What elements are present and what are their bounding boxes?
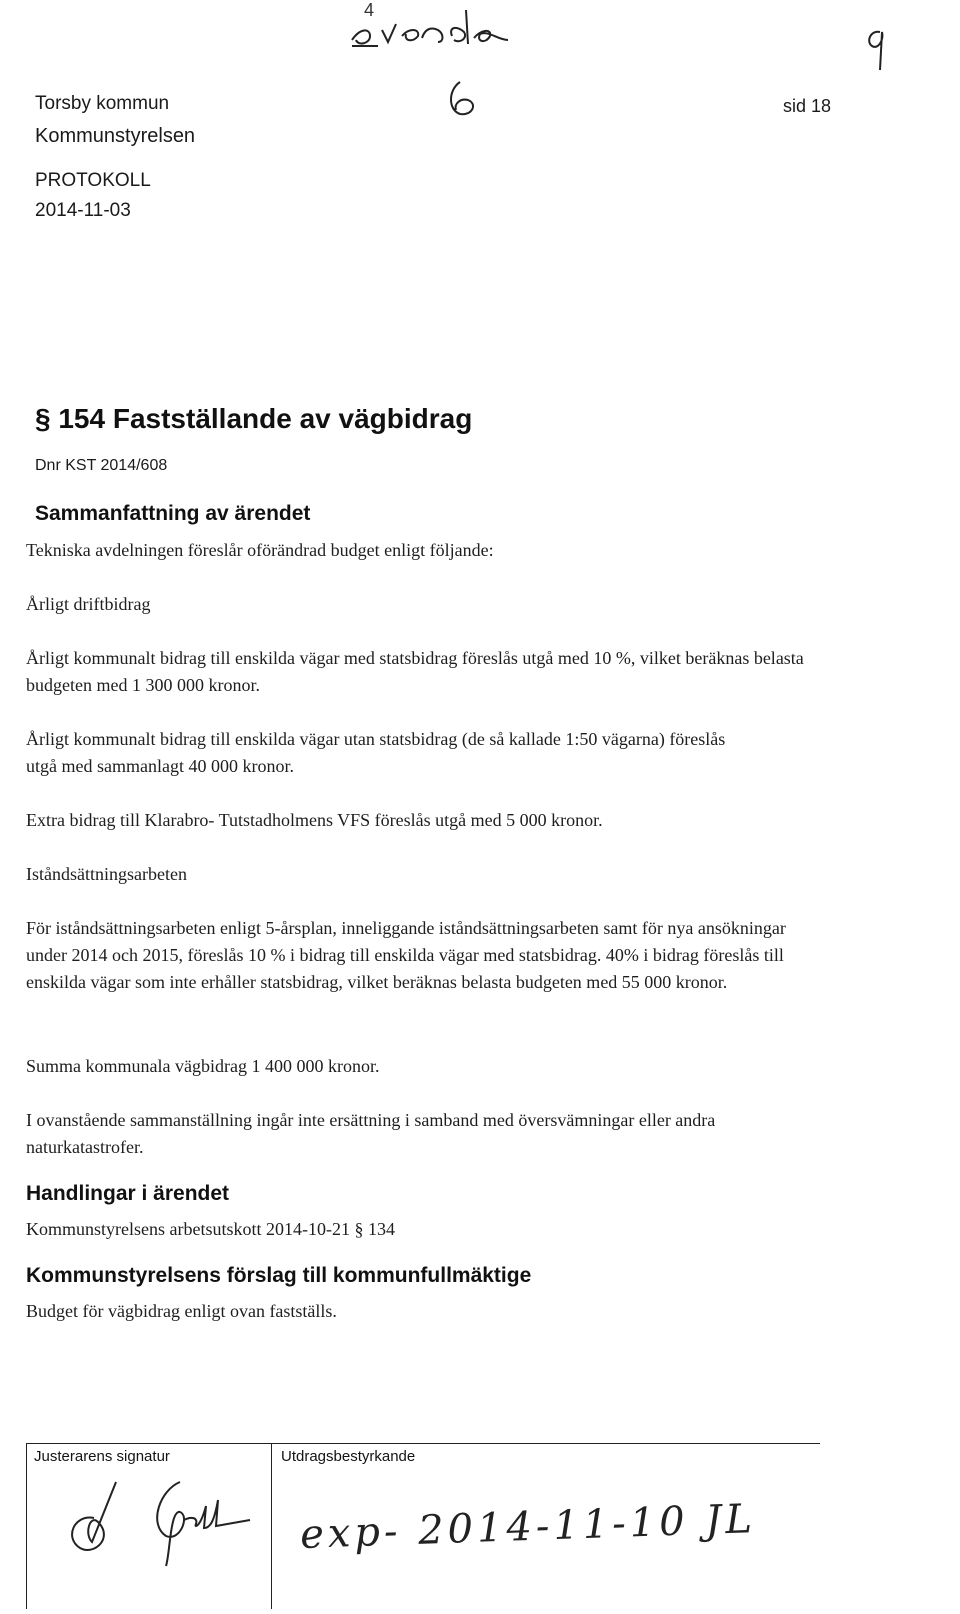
board-name: Kommunstyrelsen (35, 125, 196, 147)
documents-item: Kommunstyrelsens arbetsutskott 2014-10-21 § 134 (26, 1219, 395, 1239)
handwritten-extract-date: exp- 2014-11-10 JL (299, 1496, 757, 1558)
case-number: Dnr KST 2014/608 (35, 457, 168, 474)
paragraph-exclusions: I ovanstående sammanställning ingår inte ersättning i samband med översvämningar eller andra naturkatastrofer. (26, 1110, 716, 1157)
paragraph-state-grant: Årligt kommunalt bidrag till enskilda vägar med statsbidrag föreslås utgå med 10 %, vilket beräknas belasta budgeten med 1 300 000 kronor. (26, 648, 804, 695)
paragraph-no-state-grant: Årligt kommunalt bidrag till enskilda vägar utan statsbidrag (de så kallade 1:50 vägarna) föreslås utgå med sammanlagt 40 000 kronor. (26, 729, 726, 776)
paragraph-restoration: För iståndsättningsarbeten enligt 5-årsplan, inneliggande iståndsättningsarbeten samt för nya ansökningar under 2014 och 2015, föreslås 10 % i bidrag till enskilda vägar med statsbidrag. 40% i bidrag föreslås till enskilda vägar som inte erhåller statsbidrag, vilket beräknas belasta budgeten med 55 000 kronor. (26, 918, 786, 992)
proposal-text: Budget för vägbidrag enligt ovan fastställs. (26, 1301, 337, 1321)
meeting-date: 2014-11-03 (35, 200, 131, 221)
document-type: PROTOKOLL (35, 170, 151, 191)
summary-intro: Tekniska avdelningen föreslår oförändrad budget enligt följande: (26, 540, 494, 560)
paragraph-extra-grant: Extra bidrag till Klarabro- Tutstadholmens VFS föreslås utgå med 5 000 kronor. (26, 810, 603, 830)
handwritten-small-number: 4 (364, 0, 375, 20)
municipality-name: Torsby kommun (35, 93, 170, 114)
subheading-annual-grant: Årligt driftbidrag (26, 594, 151, 614)
handwritten-page-number (858, 22, 898, 74)
subheading-restoration: Iståndsättningsarbeten (26, 864, 187, 884)
proposal-heading: Kommunstyrelsens förslag till kommunfullmäktige (26, 1264, 532, 1287)
handwritten-initials-1 (54, 1478, 134, 1568)
handwritten-arende (348, 6, 558, 50)
paragraph-total: Summa kommunala vägbidrag 1 400 000 kronor. (26, 1056, 380, 1076)
section-title: § 154 Fastställande av vägbidrag (35, 403, 473, 434)
handwritten-initials-2 (140, 1476, 260, 1566)
summary-heading: Sammanfattning av ärendet (35, 502, 311, 525)
page-number: sid 18 (783, 96, 832, 116)
handwritten-six (442, 80, 486, 120)
documents-heading: Handlingar i ärendet (26, 1182, 230, 1205)
extract-label: Utdragsbestyrkande (281, 1448, 416, 1465)
signature-label: Justerarens signatur (34, 1448, 170, 1465)
